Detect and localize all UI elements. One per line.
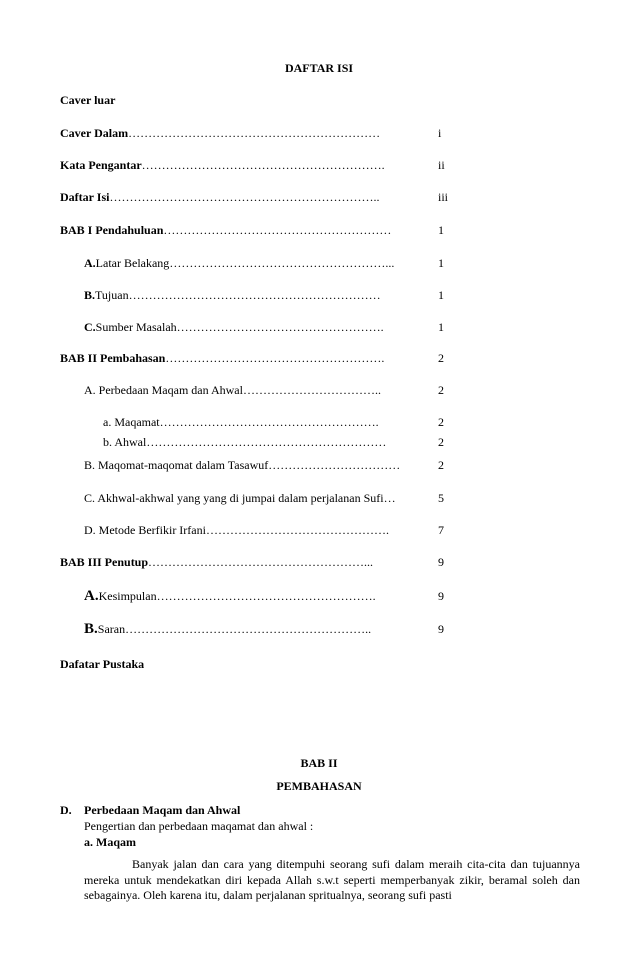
toc-row	[0, 554, 638, 570]
toc-leader-dots: ……………………………..	[242, 383, 381, 397]
toc-leader-dots: ……………………………………………………..	[125, 622, 372, 636]
toc-leader-dots: ……………………………………………….	[156, 589, 376, 603]
toc-leader-dots: ………………………………………………………	[128, 126, 381, 140]
toc-page-number: 9	[438, 589, 444, 603]
toc-row	[0, 490, 638, 506]
toc-page-number: ii	[438, 158, 445, 172]
toc-entry-label: C. Akhwal-akhwal yang yang di jumpai dalam perjalanan Sufi…	[84, 491, 396, 505]
toc-leader-dots: …………………………………………………………..	[109, 190, 380, 204]
toc-leader-dots: ……………………………	[268, 458, 401, 472]
toc-row	[0, 522, 638, 538]
toc-row	[0, 656, 638, 672]
toc-entry	[60, 157, 412, 173]
toc-entry	[60, 125, 412, 141]
section-heading: Perbedaan Maqam dan Ahwal	[84, 803, 241, 817]
toc-row	[0, 92, 638, 108]
toc-page-number: 1	[438, 223, 444, 237]
toc-entry	[60, 554, 412, 570]
toc-page-number: 2	[438, 383, 444, 397]
toc-row	[0, 222, 638, 238]
toc-row	[0, 189, 638, 205]
toc-entry-label: A. Perbedaan Maqam dan Ahwal	[84, 383, 243, 397]
toc-page-number: i	[438, 126, 442, 140]
toc-entry-label: Tujuan	[95, 288, 129, 302]
toc-entry-bold: C.	[84, 320, 96, 334]
toc-row	[0, 457, 638, 473]
toc-row	[0, 125, 638, 141]
toc-entry-label: b. Ahwal	[103, 435, 147, 449]
toc-leader-dots: ……………………………………………………	[146, 435, 387, 449]
toc-row	[0, 414, 638, 430]
toc-entry	[84, 588, 412, 604]
toc-entry-bold: A.	[84, 256, 96, 270]
toc-entry	[103, 434, 412, 450]
toc-entry	[60, 350, 412, 366]
toc-entry-bold: A.	[84, 588, 99, 604]
toc-entry-label: Sumber Masalah	[95, 320, 177, 334]
toc-entry	[60, 222, 412, 238]
toc-entry-label: a. Maqamat	[103, 415, 160, 429]
section-letter: D.	[60, 803, 72, 817]
toc-row	[0, 255, 638, 271]
toc-entry-bold: Kata Pengantar	[60, 158, 142, 172]
toc-entry-bold: B.	[84, 621, 98, 637]
toc-leader-dots: ………………………………………………...	[148, 555, 374, 569]
toc-entry	[60, 189, 412, 205]
toc-leader-dots: ………………………………………………...	[169, 256, 395, 270]
toc-page-number: 1	[438, 288, 444, 302]
toc-row	[0, 588, 638, 604]
body-paragraph	[84, 857, 580, 904]
toc-leader-dots: ……………………………………………….	[159, 415, 379, 429]
toc-title: DAFTAR ISI	[284, 61, 354, 75]
chapter-title: PEMBAHASAN	[276, 779, 362, 793]
toc-row	[0, 350, 638, 366]
toc-entry-bold: Dafatar Pustaka	[60, 657, 145, 671]
toc-page-number: 2	[438, 458, 444, 472]
toc-entry	[84, 319, 412, 335]
section-subtitle: Pengertian dan perbedaan maqamat dan ahwal :	[84, 819, 314, 833]
toc-entry	[84, 287, 412, 303]
toc-row	[0, 157, 638, 173]
toc-entry	[84, 382, 412, 398]
toc-leader-dots: …………………………………………………	[163, 223, 392, 237]
toc-leader-dots: ………………………………………………………	[128, 288, 381, 302]
toc-entry-bold: BAB III Penutup	[60, 555, 149, 569]
paragraph-text: Banyak jalan dan cara yang ditempuhi seorang sufi dalam meraih cita-cita dan tujuannya mereka untuk mendekatkan diri kepada Allah s.w.t seperti memperbanyak zikir, beramal soleh dan sebagainya. Oleh karena itu, dalam perjalanan spritualnya, seorang sufi pasti	[84, 857, 580, 902]
toc-leader-dots: …………………………………………….	[176, 320, 384, 334]
toc-row	[0, 319, 638, 335]
toc-entry-bold: Daftar Isi	[60, 190, 110, 204]
toc-row	[0, 621, 638, 637]
toc-page-number: iii	[438, 190, 449, 204]
toc-row	[0, 287, 638, 303]
toc-entry-bold: BAB I Pendahuluan	[60, 223, 164, 237]
toc-leader-dots: …………………………………………………….	[141, 158, 385, 172]
toc-row	[0, 382, 638, 398]
toc-page-number: 2	[438, 435, 444, 449]
toc-entry	[60, 656, 412, 672]
toc-page-number: 2	[438, 415, 444, 429]
toc-page-number: 7	[438, 523, 444, 537]
toc-entry	[84, 621, 412, 637]
toc-entry-label: Kesimpulan	[98, 589, 157, 603]
chapter-number: BAB II	[300, 756, 338, 770]
toc-page-number: 2	[438, 351, 444, 365]
toc-page-number: 5	[438, 491, 444, 505]
toc-entry-bold: B.	[84, 288, 96, 302]
toc-entry	[84, 490, 412, 506]
toc-entry-label: B. Maqomat-maqomat dalam Tasawuf	[84, 458, 269, 472]
toc-entry-bold: Caver luar	[60, 93, 116, 107]
toc-entry-bold: BAB II Pembahasan	[60, 351, 166, 365]
toc-page-number: 9	[438, 555, 444, 569]
toc-page-number: 1	[438, 256, 444, 270]
toc-entry-label: D. Metode Berfikir Irfani	[84, 523, 206, 537]
toc-entry	[103, 414, 412, 430]
toc-entry	[84, 522, 412, 538]
toc-leader-dots: ……………………………………………….	[165, 351, 385, 365]
toc-entry	[84, 457, 412, 473]
toc-entry-label: Saran	[97, 622, 126, 636]
toc-page-number: 9	[438, 622, 444, 636]
toc-row	[0, 434, 638, 450]
toc-page-number: 1	[438, 320, 444, 334]
toc-entry-label: Latar Belakang	[95, 256, 170, 270]
toc-entry	[60, 92, 412, 108]
toc-entry	[84, 255, 412, 271]
toc-leader-dots: ……………………………………….	[205, 523, 389, 537]
toc-entry-bold: Caver Dalam	[60, 126, 129, 140]
subsection-heading: a. Maqam	[84, 835, 136, 849]
